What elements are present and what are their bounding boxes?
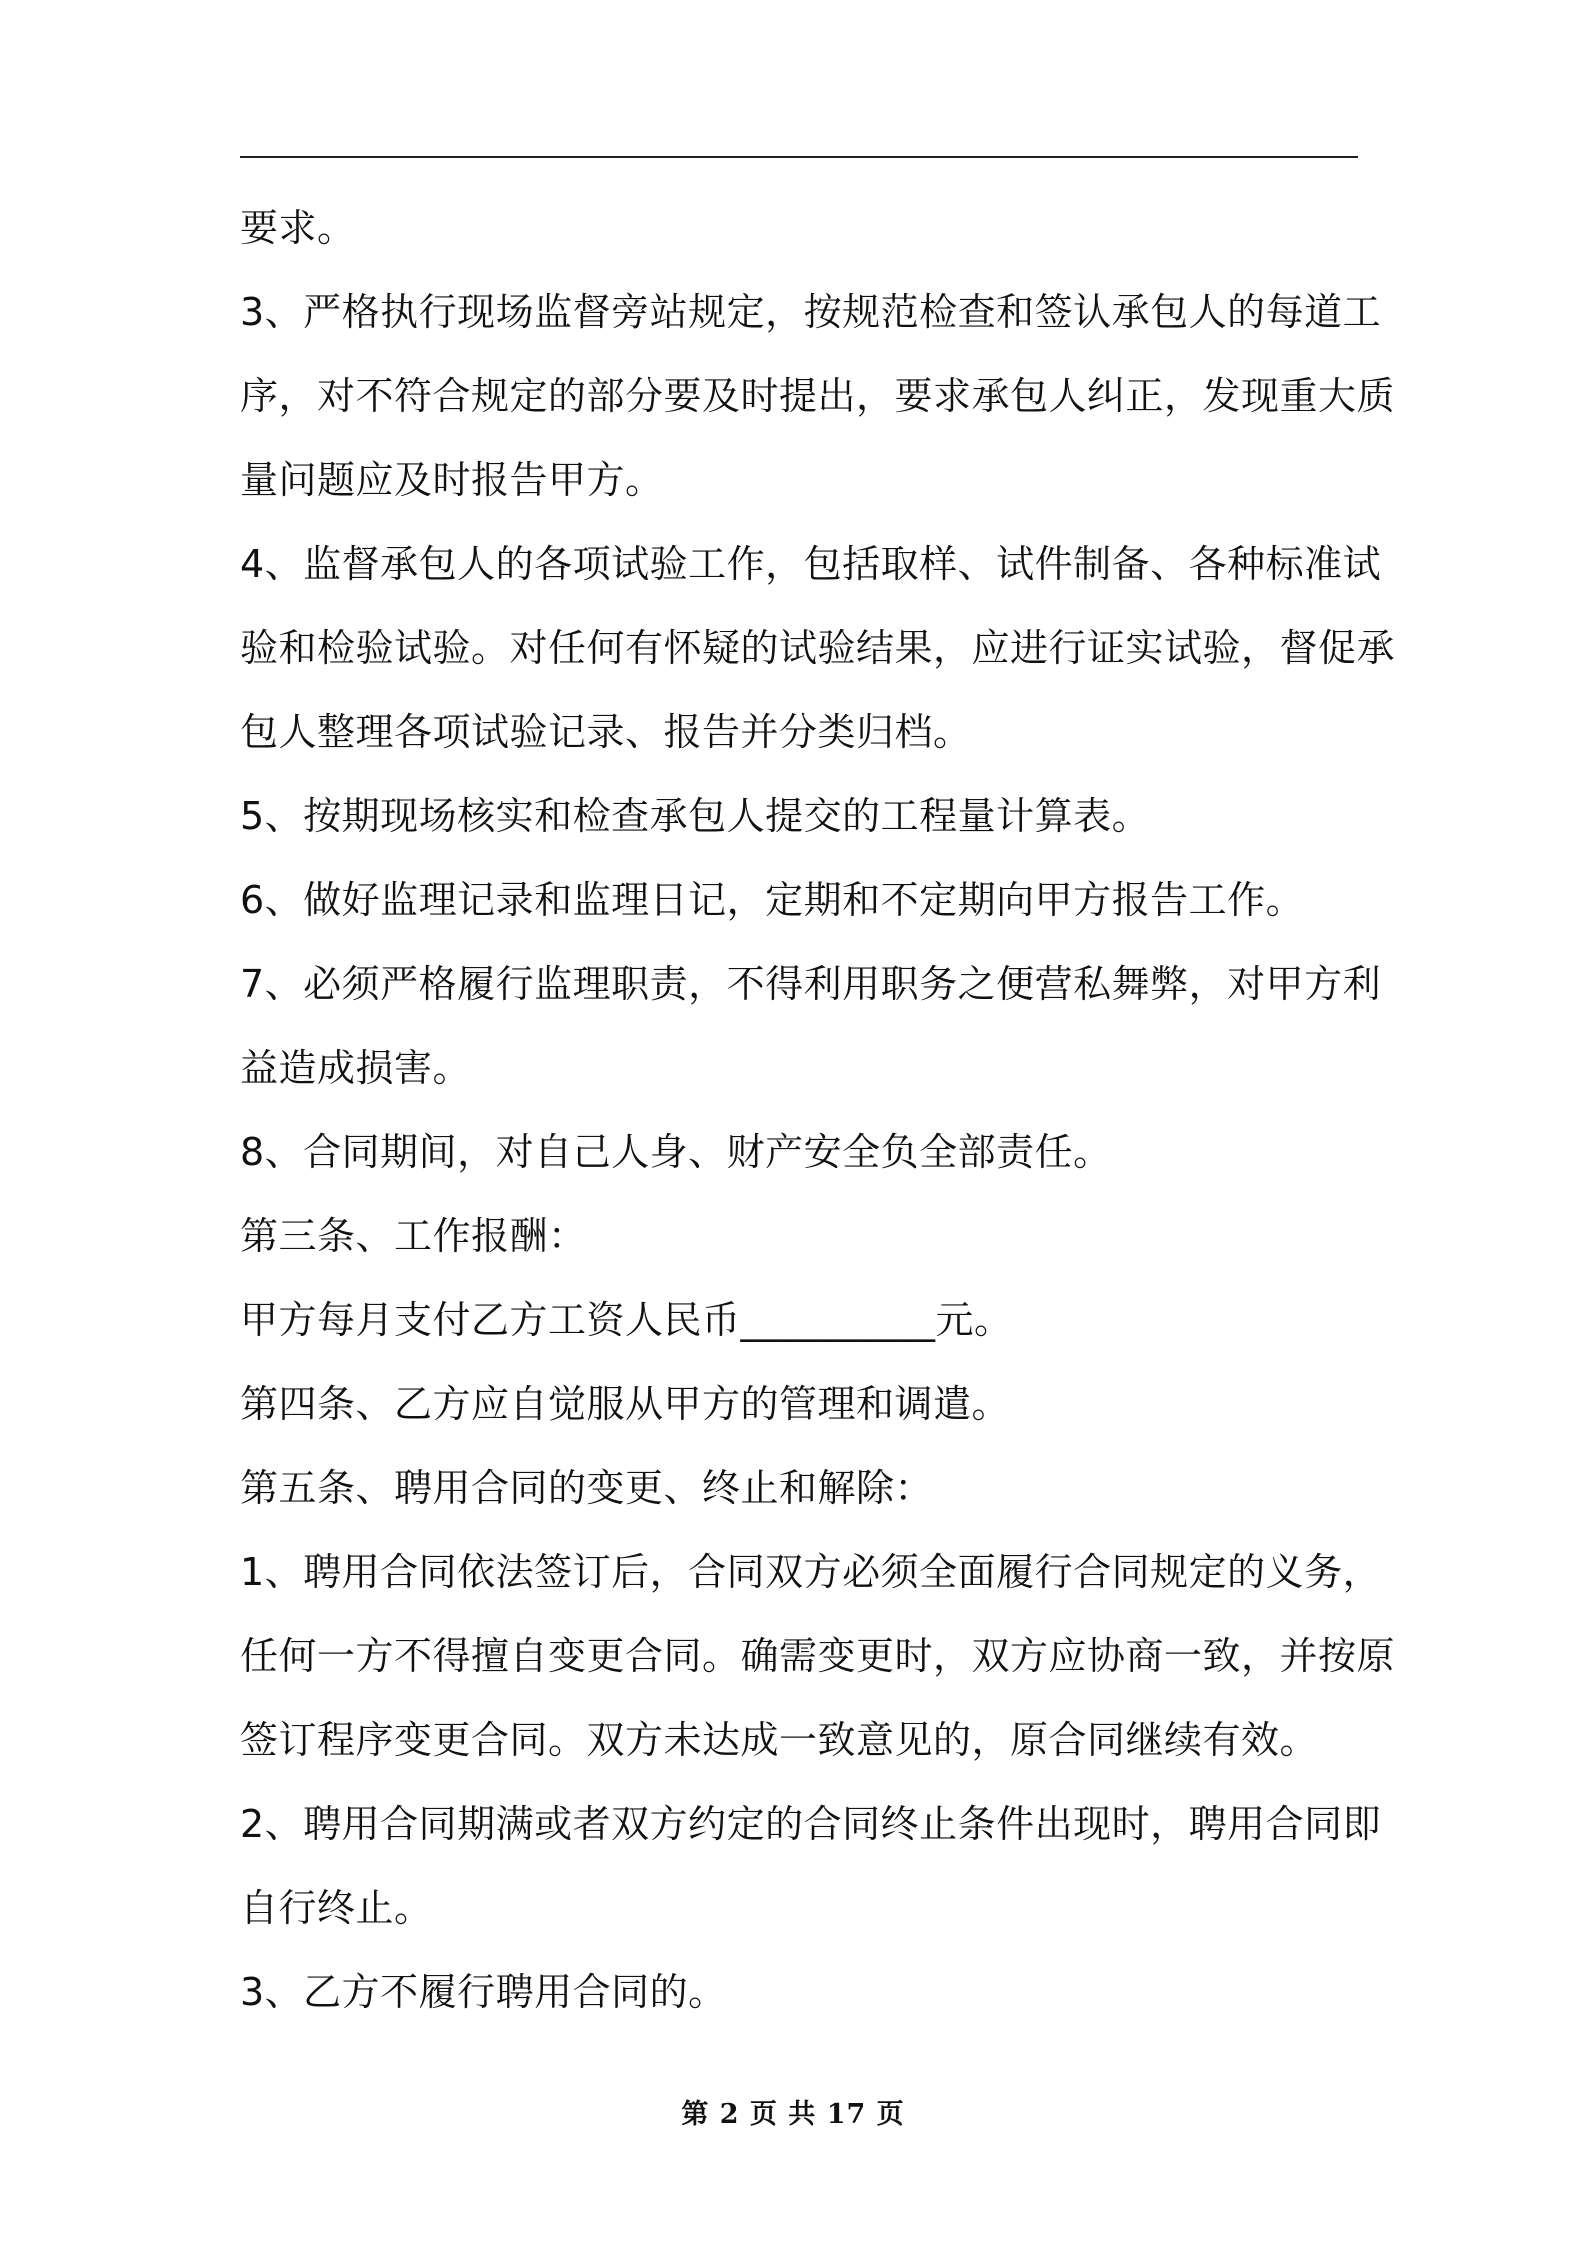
text-line: 第三条、工作报酬： xyxy=(240,1214,587,1258)
text-line: 自行终止。 xyxy=(240,1886,433,1930)
text-line: 2、聘用合同期满或者双方约定的合同终止条件出现时，聘用合同即 xyxy=(240,1802,1382,1846)
text-line: 量问题应及时报告甲方。 xyxy=(240,458,664,502)
text-line: 8、合同期间，对自己人身、财产安全负全部责任。 xyxy=(240,1130,1112,1174)
text-line: 5、按期现场核实和检查承包人提交的工程量计算表。 xyxy=(240,794,1151,838)
text-line: 7、必须严格履行监理职责，不得利用职务之便营私舞弊，对甲方利 xyxy=(240,962,1382,1006)
text-line: 益造成损害。 xyxy=(240,1046,472,1090)
text-line: 4、监督承包人的各项试验工作，包括取样、试件制备、各种标准试 xyxy=(240,542,1382,586)
text-line: 6、做好监理记录和监理日记，定期和不定期向甲方报告工作。 xyxy=(240,878,1305,922)
text-line: 要求。 xyxy=(240,206,356,250)
text-line: 第四条、乙方应自觉服从甲方的管理和调遣。 xyxy=(240,1382,1011,1426)
text-line: 第五条、聘用合同的变更、终止和解除： xyxy=(240,1466,934,1510)
text-line: 验和检验试验。对任何有怀疑的试验结果，应进行证实试验，督促承 xyxy=(240,626,1396,670)
text-line: 1、聘用合同依法签订后，合同双方必须全面履行合同规定的义务， xyxy=(240,1550,1382,1594)
text-line: 3、乙方不履行聘用合同的。 xyxy=(240,1970,727,2014)
text-line: 签订程序变更合同。双方未达成一致意见的，原合同继续有效。 xyxy=(240,1718,1319,1762)
header-rule xyxy=(240,156,1358,158)
document-body xyxy=(240,186,1396,2034)
text-line: 序，对不符合规定的部分要及时提出，要求承包人纠正，发现重大质 xyxy=(240,374,1396,418)
text-line: 包人整理各项试验记录、报告并分类归档。 xyxy=(240,710,972,754)
text-line: 甲方每月支付乙方工资人民币__________元。 xyxy=(240,1298,1013,1342)
page-number-footer: 第 2 页 共 17 页 xyxy=(681,2099,905,2130)
text-line: 任何一方不得擅自变更合同。确需变更时，双方应协商一致，并按原 xyxy=(240,1634,1396,1678)
text-line: 3、严格执行现场监督旁站规定，按规范检查和签认承包人的每道工 xyxy=(240,290,1382,334)
